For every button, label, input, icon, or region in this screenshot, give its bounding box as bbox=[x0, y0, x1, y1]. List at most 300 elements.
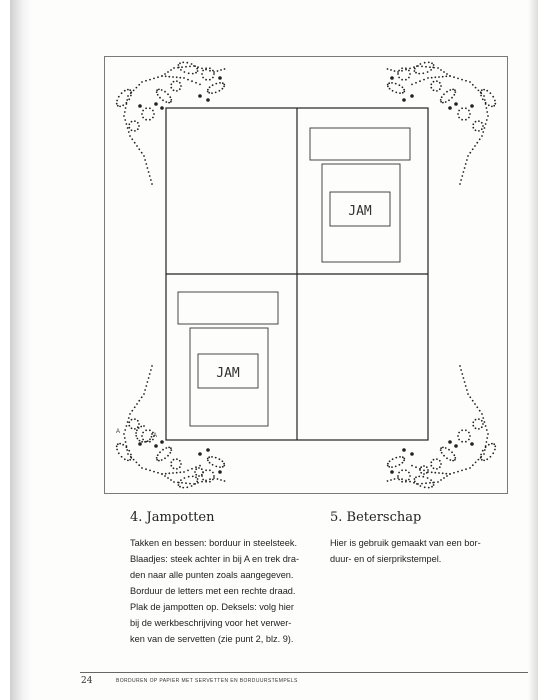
pattern-dot bbox=[430, 479, 432, 481]
pattern-dot bbox=[180, 69, 182, 71]
pattern-dot bbox=[127, 95, 129, 97]
pattern-dot bbox=[453, 454, 455, 456]
text-line: bij de werkbeschrijving voor het verwer- bbox=[130, 618, 292, 628]
pattern-dot bbox=[167, 477, 169, 479]
pattern-dot bbox=[428, 62, 430, 64]
text-line: Plak de jampotten op. Deksels: volg hier bbox=[130, 602, 294, 612]
pattern-dot bbox=[165, 473, 167, 475]
pattern-dot bbox=[122, 104, 124, 106]
pattern-dot bbox=[457, 113, 459, 115]
pattern-dot bbox=[128, 450, 130, 452]
pattern-dot bbox=[205, 79, 207, 81]
pattern-dot bbox=[156, 457, 158, 459]
pattern-dot bbox=[126, 99, 128, 101]
pattern-dot bbox=[416, 65, 418, 67]
pattern-dot bbox=[172, 472, 174, 474]
pattern-dot bbox=[138, 442, 142, 446]
text-line: den naar alle punten zoals aangegeven. bbox=[130, 570, 294, 580]
pattern-dot bbox=[187, 79, 189, 81]
pattern-dot bbox=[419, 80, 421, 82]
pattern-dot bbox=[188, 72, 190, 74]
pattern-dot bbox=[138, 427, 140, 429]
pattern-dot bbox=[481, 122, 483, 124]
pattern-dot bbox=[222, 460, 224, 462]
pattern-dot bbox=[159, 97, 161, 99]
pattern-dot bbox=[157, 454, 159, 456]
pattern-dot bbox=[211, 456, 213, 458]
pattern-dot bbox=[423, 470, 425, 472]
pattern-dot bbox=[475, 87, 477, 89]
pattern-dot bbox=[222, 82, 224, 84]
pattern-dot bbox=[480, 95, 482, 97]
pattern-dot bbox=[145, 163, 147, 165]
pattern-dot bbox=[209, 79, 211, 81]
pattern-dot bbox=[446, 91, 448, 93]
pattern-dot bbox=[192, 476, 194, 478]
pattern-dot bbox=[152, 110, 154, 112]
pattern-dot bbox=[138, 84, 140, 86]
pattern-dot bbox=[122, 444, 124, 446]
pattern-dot bbox=[445, 75, 447, 77]
pattern-dot bbox=[191, 485, 193, 487]
pattern-dot bbox=[387, 84, 389, 86]
jar-label-text-top-right: JAM bbox=[348, 204, 372, 219]
pattern-dot bbox=[219, 458, 221, 460]
pattern-dot bbox=[424, 62, 426, 64]
pattern-dot bbox=[469, 152, 471, 154]
pattern-dot bbox=[138, 104, 142, 108]
pattern-dot bbox=[454, 459, 456, 461]
pattern-dot bbox=[138, 400, 140, 402]
pattern-dot bbox=[437, 481, 439, 483]
pattern-dot bbox=[389, 88, 391, 90]
pattern-dot bbox=[448, 99, 450, 101]
pattern-dot bbox=[148, 377, 150, 379]
pattern-dot bbox=[218, 470, 222, 474]
pattern-dot bbox=[429, 66, 431, 68]
pattern-dot bbox=[153, 471, 155, 473]
pattern-dot bbox=[173, 459, 175, 461]
pattern-dot bbox=[167, 455, 169, 457]
pattern-dot bbox=[443, 93, 445, 95]
pattern-dot bbox=[181, 482, 183, 484]
pattern-dot bbox=[440, 99, 442, 101]
pattern-dot bbox=[397, 71, 399, 73]
pattern-dot bbox=[138, 125, 140, 127]
pattern-dot bbox=[149, 79, 151, 81]
pattern-dot bbox=[181, 66, 183, 68]
pattern-dot bbox=[433, 467, 435, 469]
pattern-dot bbox=[481, 420, 483, 422]
pattern-dot bbox=[388, 466, 390, 468]
pattern-dot bbox=[449, 75, 451, 77]
pattern-dot bbox=[144, 441, 146, 443]
pattern-dot bbox=[188, 476, 190, 478]
pattern-dot bbox=[461, 373, 463, 375]
pattern-dot bbox=[464, 167, 466, 169]
pattern-dot bbox=[145, 80, 147, 82]
pattern-dot bbox=[486, 458, 488, 460]
pattern-dot bbox=[170, 461, 172, 463]
pattern-dot bbox=[127, 453, 129, 455]
pattern-dot bbox=[176, 80, 178, 82]
pattern-dot bbox=[198, 94, 202, 98]
pattern-dot bbox=[127, 421, 129, 423]
pattern-dot bbox=[208, 456, 210, 458]
pattern-dot bbox=[452, 460, 454, 462]
pattern-dot bbox=[445, 447, 447, 449]
pattern-dot bbox=[461, 79, 463, 81]
pattern-dot bbox=[198, 475, 200, 477]
pattern-dot bbox=[211, 92, 213, 94]
pattern-dot bbox=[173, 467, 175, 469]
pattern-dot bbox=[215, 457, 217, 459]
pattern-dot bbox=[472, 400, 474, 402]
pattern-dot bbox=[492, 96, 494, 98]
pattern-dot bbox=[402, 86, 404, 88]
pattern-dot bbox=[147, 440, 149, 442]
pattern-dot bbox=[121, 92, 123, 94]
pattern-dot bbox=[129, 89, 131, 91]
pattern-dot bbox=[161, 89, 163, 91]
pattern-dot bbox=[124, 458, 126, 460]
pattern-dot bbox=[176, 458, 178, 460]
pattern-dot bbox=[219, 90, 221, 92]
pattern-dot bbox=[169, 96, 171, 98]
pattern-dot bbox=[209, 86, 211, 88]
pattern-dot bbox=[116, 449, 118, 451]
pattern-dot bbox=[485, 123, 487, 125]
pattern-dot bbox=[131, 419, 133, 421]
pattern-dot bbox=[160, 440, 164, 444]
pattern-dot bbox=[125, 107, 127, 109]
pattern-dot bbox=[420, 63, 422, 65]
pattern-dot bbox=[387, 465, 389, 467]
pattern-dot bbox=[145, 119, 147, 121]
pattern-dot bbox=[449, 89, 451, 91]
pattern-dot bbox=[201, 481, 203, 483]
pattern-dot bbox=[143, 393, 145, 395]
pattern-dot bbox=[140, 426, 142, 428]
pattern-dot bbox=[415, 82, 417, 84]
pattern-dot bbox=[390, 479, 392, 481]
pattern-dot bbox=[483, 460, 485, 462]
pattern-dot bbox=[156, 91, 158, 93]
pattern-dot bbox=[397, 475, 399, 477]
pattern-dot bbox=[484, 421, 486, 423]
pattern-dot bbox=[164, 457, 166, 459]
pattern-dot bbox=[461, 429, 463, 431]
pattern-dot bbox=[134, 428, 136, 430]
pattern-dot bbox=[469, 113, 471, 115]
pattern-dot bbox=[433, 89, 435, 91]
pattern-dot bbox=[191, 63, 193, 65]
pattern-dot bbox=[427, 71, 429, 73]
pattern-dot bbox=[482, 450, 484, 452]
pattern-dot bbox=[191, 80, 193, 82]
pattern-dot bbox=[472, 421, 474, 423]
pattern-dot bbox=[388, 82, 390, 84]
pattern-dot bbox=[136, 145, 138, 147]
pattern-dot bbox=[131, 427, 133, 429]
pattern-dot bbox=[481, 426, 483, 428]
pattern-dot bbox=[387, 480, 389, 482]
pattern-dot bbox=[170, 83, 172, 85]
pattern-dot bbox=[431, 77, 433, 79]
pattern-dot bbox=[154, 444, 158, 448]
pattern-dot bbox=[436, 468, 438, 470]
pattern-dot bbox=[479, 138, 481, 140]
pattern-dot bbox=[454, 102, 458, 106]
pattern-dot bbox=[415, 476, 417, 478]
pattern-dot bbox=[223, 86, 225, 88]
pattern-dot bbox=[409, 475, 411, 477]
pattern-dot bbox=[429, 482, 431, 484]
pattern-dot bbox=[490, 92, 492, 94]
pattern-dot bbox=[185, 66, 187, 68]
pattern-dot bbox=[436, 80, 438, 82]
pattern-dot bbox=[478, 90, 480, 92]
pattern-dot bbox=[173, 67, 175, 69]
pattern-dot bbox=[142, 110, 144, 112]
pattern-dot bbox=[123, 433, 125, 435]
pattern-dot bbox=[141, 435, 143, 437]
pattern-dot bbox=[184, 71, 186, 73]
pattern-dot bbox=[427, 469, 429, 471]
pattern-dot bbox=[224, 68, 226, 70]
pattern-dot bbox=[178, 67, 180, 69]
pattern-dot bbox=[133, 459, 135, 461]
pattern-dot bbox=[451, 97, 453, 99]
pattern-dot bbox=[458, 110, 460, 112]
pattern-dot bbox=[479, 410, 481, 412]
pattern-dot bbox=[116, 445, 118, 447]
pattern-dot bbox=[441, 452, 443, 454]
pattern-dot bbox=[124, 111, 126, 113]
pattern-dot bbox=[170, 449, 172, 451]
pattern-dot bbox=[394, 478, 396, 480]
pattern-dot bbox=[445, 473, 447, 475]
pattern-dot bbox=[147, 167, 149, 169]
pattern-dot bbox=[170, 447, 172, 449]
pattern-dot bbox=[215, 83, 217, 85]
pattern-dot bbox=[482, 417, 484, 419]
pattern-dot bbox=[401, 67, 403, 69]
pattern-dot bbox=[137, 420, 139, 422]
pattern-dot bbox=[137, 438, 139, 440]
pattern-dot bbox=[492, 452, 494, 454]
pattern-dot bbox=[219, 466, 221, 468]
pattern-dot bbox=[209, 67, 211, 69]
pattern-dot bbox=[458, 117, 460, 119]
pattern-dot bbox=[164, 73, 166, 75]
pattern-dot bbox=[446, 457, 448, 459]
pattern-dot bbox=[145, 429, 147, 431]
pattern-dot bbox=[217, 478, 219, 480]
pattern-dot bbox=[149, 107, 151, 109]
pattern-dot bbox=[129, 135, 131, 137]
pattern-dot bbox=[480, 454, 482, 456]
pattern-dot bbox=[157, 76, 159, 78]
pattern-dot bbox=[129, 459, 131, 461]
jam-jar-bottom-left bbox=[178, 292, 278, 426]
pattern-dot bbox=[176, 472, 178, 474]
pattern-dot bbox=[481, 459, 483, 461]
pattern-dot bbox=[439, 88, 441, 90]
pattern-dot bbox=[403, 460, 405, 462]
pattern-dot bbox=[208, 92, 210, 94]
pattern-dot bbox=[119, 106, 121, 108]
pattern-dot bbox=[478, 418, 480, 420]
pattern-dot bbox=[416, 483, 418, 485]
pattern-dot bbox=[149, 119, 151, 121]
pattern-dot bbox=[415, 466, 417, 468]
pattern-dot bbox=[493, 443, 495, 445]
pattern-dot bbox=[431, 471, 433, 473]
pattern-dot bbox=[191, 468, 193, 470]
running-title: BORDUREN OP PAPIER MET SERVETTEN EN BORDUURSTEMPELS bbox=[116, 678, 298, 684]
pattern-dot bbox=[213, 475, 215, 477]
pattern-dot bbox=[476, 406, 478, 408]
pattern-dot bbox=[141, 152, 143, 154]
pattern-dot bbox=[414, 481, 416, 483]
pattern-dot bbox=[484, 449, 486, 451]
pattern-dot bbox=[480, 457, 482, 459]
pattern-dot bbox=[478, 130, 480, 132]
pattern-dot bbox=[138, 148, 140, 150]
pattern-dot bbox=[189, 66, 191, 68]
text-line: ken van de servetten (zie punt 2, blz. 9). bbox=[130, 634, 294, 644]
pattern-dot bbox=[432, 482, 434, 484]
pattern-dot bbox=[143, 425, 145, 427]
pattern-dot bbox=[139, 440, 141, 442]
pattern-dot bbox=[197, 478, 199, 480]
pattern-dot bbox=[164, 475, 166, 477]
pattern-dot bbox=[408, 479, 410, 481]
pattern-dot bbox=[440, 449, 442, 451]
pattern-dot bbox=[179, 62, 181, 64]
pattern-dot bbox=[443, 71, 445, 73]
pattern-dot bbox=[121, 456, 123, 458]
pattern-dot bbox=[141, 441, 143, 443]
pattern-dot bbox=[410, 94, 414, 98]
pattern-dot bbox=[150, 179, 152, 181]
pattern-dot bbox=[395, 83, 397, 85]
pattern-dot bbox=[418, 476, 420, 478]
pattern-dot bbox=[180, 479, 182, 481]
pattern-dot bbox=[202, 471, 204, 473]
pattern-dot bbox=[463, 377, 465, 379]
pattern-dot bbox=[434, 76, 436, 78]
pattern-dot bbox=[205, 67, 207, 69]
pattern-dot bbox=[199, 465, 201, 467]
pattern-dot bbox=[459, 183, 461, 185]
pattern-dot bbox=[126, 425, 128, 427]
section-beterschap bbox=[330, 510, 520, 567]
pattern-dot bbox=[162, 99, 164, 101]
pattern-dot bbox=[161, 75, 163, 77]
pattern-dot bbox=[460, 369, 462, 371]
pattern-dot bbox=[170, 479, 172, 481]
pattern-dot bbox=[441, 96, 443, 98]
pattern-dot bbox=[197, 70, 199, 72]
pattern-dot bbox=[439, 466, 441, 468]
pattern-dot bbox=[195, 82, 197, 84]
pattern-dot bbox=[470, 442, 474, 446]
pattern-dot bbox=[169, 452, 171, 454]
pattern-dot bbox=[156, 89, 158, 91]
pattern-dot bbox=[150, 369, 152, 371]
pattern-dot bbox=[472, 127, 474, 129]
pattern-dot bbox=[468, 432, 470, 434]
pattern-dot bbox=[387, 68, 389, 70]
pattern-dot bbox=[431, 62, 433, 64]
pattern-dot bbox=[170, 101, 172, 103]
pattern-dot bbox=[149, 429, 151, 431]
pattern-dot bbox=[398, 479, 400, 481]
pattern-dot bbox=[131, 129, 133, 131]
pattern-dot bbox=[195, 474, 197, 476]
pattern-dot bbox=[124, 437, 126, 439]
pattern-dot bbox=[123, 115, 125, 117]
pattern-dot bbox=[119, 443, 121, 445]
jar-lid-top-right bbox=[310, 128, 410, 160]
pattern-dot bbox=[454, 444, 458, 448]
pattern-dot bbox=[195, 466, 197, 468]
pattern-dot bbox=[202, 70, 204, 72]
pattern-dot bbox=[465, 385, 467, 387]
pattern-dot bbox=[424, 486, 426, 488]
pattern-dot bbox=[220, 479, 222, 481]
pattern-dot bbox=[154, 102, 158, 106]
pattern-dot bbox=[116, 100, 118, 102]
pattern-dot bbox=[201, 474, 203, 476]
pattern-dot bbox=[494, 100, 496, 102]
pattern-dot bbox=[178, 64, 180, 66]
pattern-dot bbox=[157, 472, 159, 474]
pattern-dot bbox=[158, 460, 160, 462]
pattern-dot bbox=[185, 482, 187, 484]
pattern-dot bbox=[128, 127, 130, 129]
pattern-dot bbox=[161, 473, 163, 475]
pattern-dot bbox=[415, 72, 417, 74]
pattern-dot bbox=[170, 69, 172, 71]
pattern-dot bbox=[127, 460, 129, 462]
pattern-dot bbox=[391, 82, 393, 84]
pattern-dot bbox=[141, 113, 143, 115]
pattern-dot bbox=[478, 120, 480, 122]
pattern-dot bbox=[453, 76, 455, 78]
pattern-dot bbox=[168, 102, 170, 104]
pattern-dot bbox=[461, 107, 463, 109]
pattern-dot bbox=[464, 381, 466, 383]
pattern-dot bbox=[141, 81, 143, 83]
footer-rule bbox=[80, 672, 528, 673]
pattern-dot bbox=[470, 104, 474, 108]
pattern-dot bbox=[173, 81, 175, 83]
pattern-dot bbox=[202, 77, 204, 79]
pattern-dot bbox=[485, 446, 487, 448]
pattern-dot bbox=[151, 365, 153, 367]
pattern-dot bbox=[484, 99, 486, 101]
pattern-dot bbox=[483, 89, 485, 91]
pattern-dot bbox=[486, 437, 488, 439]
dot-pattern bbox=[116, 62, 496, 489]
pattern-dot bbox=[397, 477, 399, 479]
pattern-dot bbox=[484, 127, 486, 129]
pattern-dot bbox=[486, 119, 488, 121]
pattern-dot bbox=[167, 93, 169, 95]
